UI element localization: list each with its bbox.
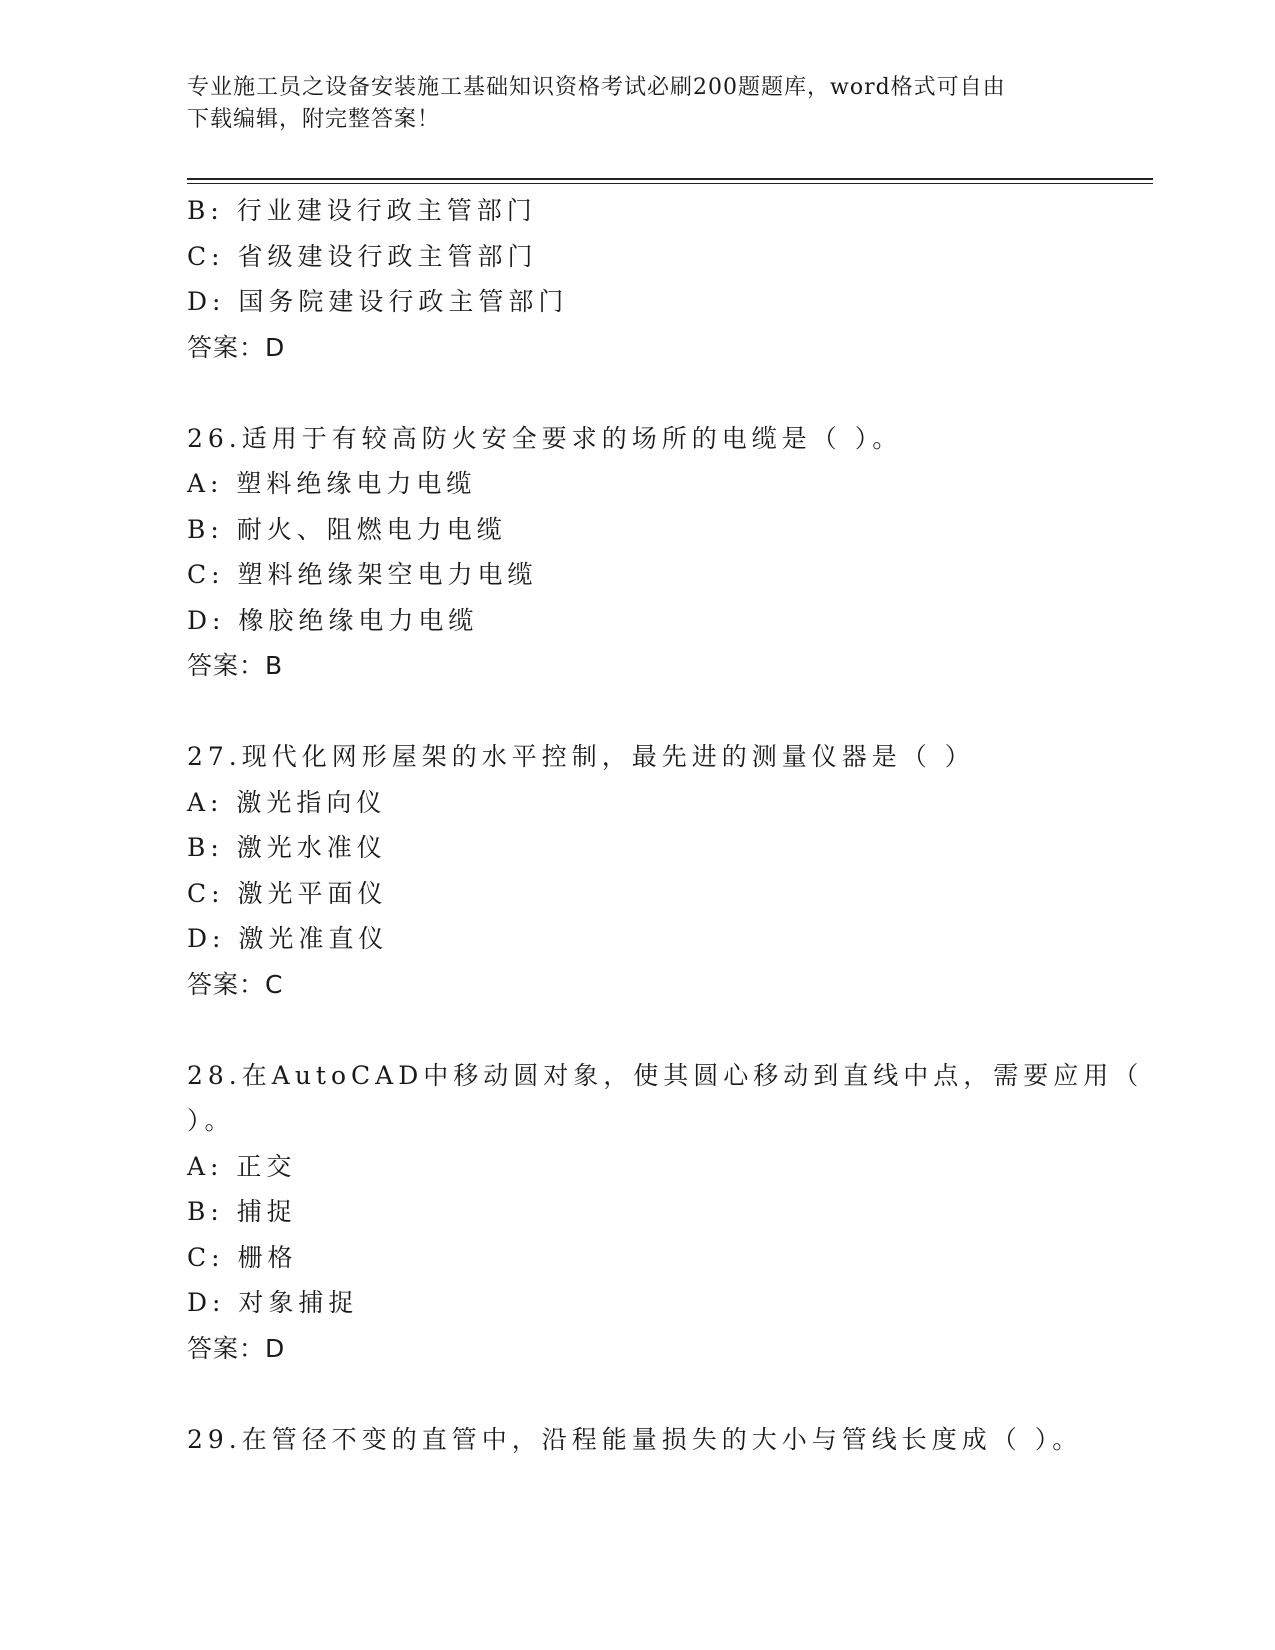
question-text: 29.在管径不变的直管中，沿程能量损失的大小与管线长度成（ ）。 [187, 1424, 1083, 1454]
spacer [187, 1007, 1087, 1053]
answer: 答案：D [187, 332, 286, 362]
option-c: C: 省级建设行政主管部门 [187, 241, 538, 271]
answer: 答案：D [187, 1333, 286, 1363]
option-a: A: 正交 [187, 1151, 297, 1181]
option-d: D: 国务院建设行政主管部门 [187, 287, 569, 316]
header-divider-thin [187, 183, 1153, 184]
spacer [187, 1371, 1087, 1417]
header-line-2: 下载编辑，附完整答案！ [187, 107, 441, 132]
option-d: D: 对象捕捉 [187, 1288, 359, 1317]
option-b: B: 激光水准仪 [187, 833, 387, 862]
option-c: C: 激光平面仪 [187, 878, 388, 908]
answer: 答案：B [187, 651, 284, 680]
spacer [187, 689, 1087, 735]
question-list [187, 188, 1144, 1462]
option-b: B: 捕捉 [187, 1197, 297, 1226]
question-29 [187, 1417, 1087, 1463]
answer: 答案：C [187, 969, 284, 999]
option-b: B: 耐火、阻燃电力电缆 [187, 514, 507, 544]
option-b: B: 行业建设行政主管部门 [187, 196, 537, 225]
header-line-1: 专业施工员之设备安装施工基础知识资格考试必刷200题题库，word格式可自由 [187, 75, 1006, 100]
question-text: 26.适用于有较高防火安全要求的场所的电缆是（ ）。 [187, 423, 903, 453]
question-text-line-1: 28.在AutoCAD中移动圆对象，使其圆心移动到直线中点，需要应用（ [187, 1060, 1144, 1090]
option-a: A: 塑料绝缘电力电缆 [187, 469, 477, 498]
question-27 [187, 734, 1087, 1007]
option-c: C: 塑料绝缘架空电力电缆 [187, 560, 538, 589]
header-divider-thick [187, 178, 1153, 180]
document-header [187, 72, 1067, 136]
question-25 [187, 188, 1087, 370]
option-a: A: 激光指向仪 [187, 787, 387, 817]
spacer [187, 370, 1087, 416]
question-text-line-2: ）。 [187, 1106, 235, 1135]
option-c: C: 栅格 [187, 1242, 298, 1272]
question-26 [187, 416, 1087, 689]
option-d: D: 橡胶绝缘电力电缆 [187, 605, 479, 635]
question-28 [187, 1053, 1144, 1372]
question-text: 27.现代化网形屋架的水平控制，最先进的测量仪器是（ ） [187, 742, 975, 771]
option-d: D: 激光准直仪 [187, 924, 389, 953]
